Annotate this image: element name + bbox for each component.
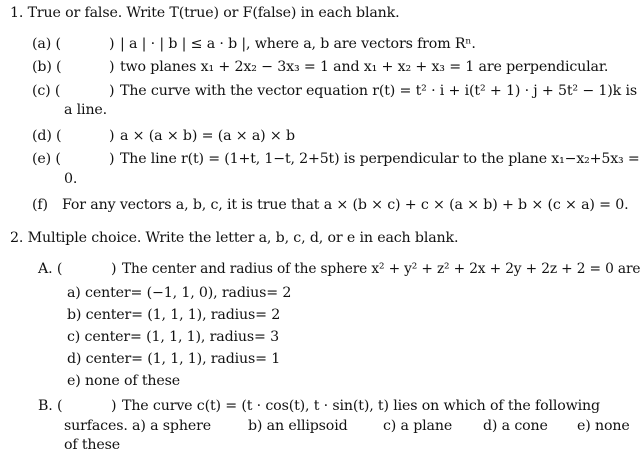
question-a-option-d: d) center= (1, 1, 1), radius= 1 xyxy=(67,351,281,367)
question-b-option-c: c) a plane xyxy=(383,418,453,434)
item-a-text: | a | · | b | ≤ a · b |, where a, b are vectors from Rⁿ. xyxy=(120,36,476,52)
item-c-blank-close: ) xyxy=(109,83,115,99)
question-b-option-d: d) a cone xyxy=(483,418,548,434)
question-a-blank-close: ) xyxy=(111,261,117,277)
question-b-line3: of these xyxy=(64,437,121,453)
item-b-label: (b) ( xyxy=(32,59,62,75)
item-e-text: The line r(t) = (1+t, 1−t, 2+5t) is perpendicular to the plane x₁−x₂+5x₃ = xyxy=(120,151,640,167)
section2-heading: 2. Multiple choice. Write the letter a, b, c, d, or e in each blank. xyxy=(10,230,459,246)
item-a-blank-close: ) xyxy=(109,36,115,52)
item-b-text: two planes x₁ + 2x₂ − 3x₃ = 1 and x₁ + x₂ + x₃ = 1 are perpendicular. xyxy=(120,59,609,75)
item-e-blank-close: ) xyxy=(109,151,115,167)
item-f-label: (f) xyxy=(32,197,48,213)
question-b-option-e: e) none xyxy=(577,418,630,434)
item-b-blank-close: ) xyxy=(109,59,115,75)
question-a-option-b: b) center= (1, 1, 1), radius= 2 xyxy=(67,307,281,323)
item-e-continuation: 0. xyxy=(64,171,78,187)
question-b-line2: surfaces. a) a sphere xyxy=(64,418,211,434)
item-e-label: (e) ( xyxy=(32,151,61,167)
question-a-label: A. ( xyxy=(38,261,63,277)
question-b-option-b: b) an ellipsoid xyxy=(248,418,348,434)
question-b-text: The curve c(t) = (t · cos(t), t · sin(t), t) lies on which of the following xyxy=(122,398,600,414)
question-b-blank-close: ) xyxy=(111,398,117,414)
question-a-option-c: c) center= (1, 1, 1), radius= 3 xyxy=(67,329,280,345)
question-b-label: B. ( xyxy=(38,398,63,414)
item-d-blank-close: ) xyxy=(109,128,115,144)
item-f-text: For any vectors a, b, c, it is true that a × (b × c) + c × (a × b) + b × (c × a) = 0. xyxy=(62,197,629,213)
item-c-label: (c) ( xyxy=(32,83,61,99)
item-d-label: (d) ( xyxy=(32,128,62,144)
section1-heading: 1. True or false. Write T(true) or F(false) in each blank. xyxy=(10,5,400,21)
item-c-text: The curve with the vector equation r(t) = t² · i + i(t² + 1) · j + 5t² − 1)k is xyxy=(120,83,638,99)
item-c-continuation: a line. xyxy=(64,102,108,118)
item-a-label: (a) ( xyxy=(32,36,61,52)
item-d-text: a × (a × b) = (a × a) × b xyxy=(120,128,295,144)
question-a-option-a: a) center= (−1, 1, 0), radius= 2 xyxy=(67,285,292,301)
question-a-option-e: e) none of these xyxy=(67,373,180,389)
question-a-text: The center and radius of the sphere x² + y² + z² + 2x + 2y + 2z + 2 = 0 are xyxy=(122,261,641,277)
